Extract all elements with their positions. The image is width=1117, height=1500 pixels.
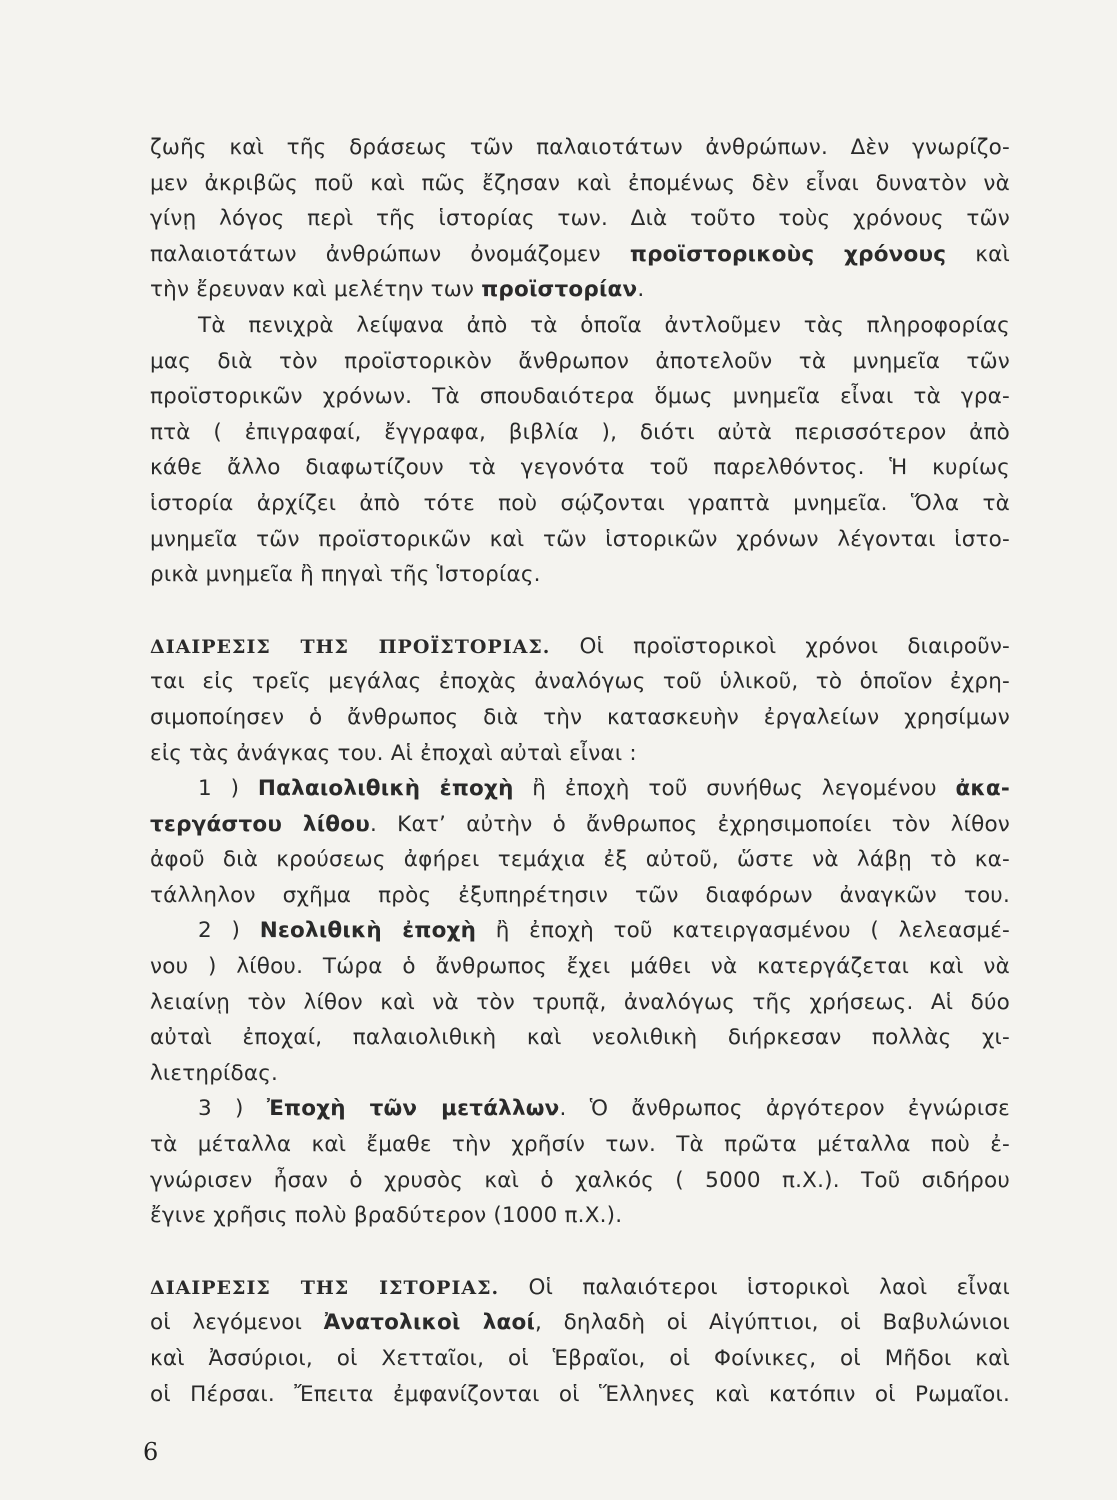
- text-span: παλαιοτάτων ἀνθρώπων ὀνομάζομεν: [150, 241, 630, 267]
- section-heading-history: ΔΙΑΙΡΕΣΙΣ ΤΗΣ ΙΣΤΟΡΙΑΣ.: [150, 1276, 500, 1299]
- text-span: ἢ ἐποχὴ τοῦ κατειργασμένου ( λελεασμέ-: [476, 918, 1010, 944]
- text-line: σιμοποίησεν ὁ ἄνθρωπος διὰ τὴν κατασκευὴν ἐργαλείων χρησίμων: [150, 704, 1010, 730]
- text-line: [150, 807, 1010, 843]
- text-span: .: [637, 277, 645, 303]
- text-span: Οἱ παλαιότεροι ἱστορικοὶ λαοὶ εἶναι: [499, 1274, 1010, 1300]
- text-line: ἱστορία ἀρχίζει ἀπὸ τότε ποὺ σῴζονται γραπτὰ μνημεῖα. Ὅλα τὰ: [150, 490, 1010, 516]
- list-number: 1 ): [198, 776, 258, 802]
- term-paleolithic: Παλαιολιθικὴ ἐποχὴ: [257, 776, 514, 802]
- text-span: οἱ λεγόμενοι: [150, 1310, 324, 1336]
- text-span: καὶ: [946, 241, 1010, 267]
- text-span: , δηλαδὴ οἱ Αἰγύπτιοι, οἱ Βαβυλώνιοι: [535, 1310, 1010, 1336]
- text-line: τὰ μέταλλα καὶ ἔμαθε τὴν χρῆσίν των. Τὰ πρῶτα μέταλλα ποὺ ἐ-: [150, 1132, 1010, 1158]
- text-line: αὐταὶ ἐποχαί, παλαιολιθικὴ καὶ νεολιθικὴ διήρκεσαν πολλὰς χι-: [150, 1025, 1010, 1051]
- paragraph-gap: [150, 1234, 1010, 1270]
- text-line: μνημεῖα τῶν προϊστορικῶν καὶ τῶν ἱστορικῶν χρόνων λέγονται ἱστο-: [150, 526, 1010, 552]
- text-line: [150, 913, 1010, 949]
- text-line: [150, 629, 1010, 665]
- page-number: 6: [143, 1438, 159, 1466]
- term-neolithic: Νεολιθικὴ ἐποχὴ: [259, 918, 477, 944]
- text-line: γνώρισεν ἦσαν ὁ χρυσὸς καὶ ὁ χαλκός ( 5000 π.Χ.). Τοῦ σιδήρου: [150, 1167, 1010, 1193]
- section-heading-prehistory: ΔΙΑΙΡΕΣΙΣ ΤΗΣ ΠΡΟΪΣΤΟΡΙΑΣ.: [150, 635, 551, 658]
- text-span: ἢ ἐποχὴ τοῦ συνήθως λεγομένου: [513, 776, 956, 802]
- term-prehistory: προϊστορίαν: [481, 277, 638, 303]
- term-prehistoric-times: προϊστορικοὺς χρόνους: [629, 241, 947, 267]
- text-line: λιετηρίδας.: [150, 1060, 279, 1086]
- text-line: ται εἰς τρεῖς μεγάλας ἐποχὰς ἀναλόγως τοῦ ὑλικοῦ, τὸ ὁποῖον ἐχρη-: [150, 669, 1010, 695]
- text-line: γίνῃ λόγος περὶ τῆς ἱστορίας των. Διὰ τοῦτο τοὺς χρόνους τῶν: [150, 206, 1010, 232]
- body-text: [150, 130, 1010, 1412]
- term-eastern-peoples: Ἀνατολικοὶ λαοί: [323, 1310, 536, 1336]
- text-line: Τὰ πενιχρὰ λείψανα ἀπὸ τὰ ὁποῖα ἀντλοῦμεν τὰς πληροφορίας: [198, 312, 1010, 338]
- text-line: [150, 1270, 1010, 1306]
- text-line: [150, 771, 1010, 807]
- list-number: 2 ): [198, 918, 260, 944]
- text-line: εἰς τὰς ἀνάγκας του. Αἱ ἐποχαὶ αὐταὶ εἶναι :: [150, 740, 637, 766]
- paragraph-gap: [150, 593, 1010, 629]
- text-span: Οἱ προϊστορικοὶ χρόνοι διαιροῦν-: [550, 633, 1011, 659]
- text-span: . Ὁ ἄνθρωπος ἀργότερον ἐγνώρισε: [559, 1096, 1011, 1122]
- text-line: ἔγινε χρῆσις πολὺ βραδύτερον (1000 π.Χ.).: [150, 1203, 623, 1229]
- text-line: ἀφοῦ διὰ κρούσεως ἀφήρει τεμάχια ἐξ αὐτοῦ, ὥστε νὰ λάβῃ τὸ κα-: [150, 847, 1010, 873]
- text-line: λειαίνῃ τὸν λίθον καὶ νὰ τὸν τρυπᾷ, ἀναλόγως τῆς χρήσεως. Αἱ δύο: [150, 989, 1010, 1015]
- text-span: . Κατ’ αὐτὴν ὁ ἄνθρωπος ἐχρησιμοποίει τὸν λίθον: [369, 811, 1011, 837]
- text-line: ζωῆς καὶ τῆς δράσεως τῶν παλαιοτάτων ἀνθρώπων. Δὲν γνωρίζο-: [150, 135, 1010, 160]
- text-line: κάθε ἄλλο διαφωτίζουν τὰ γεγονότα τοῦ παρελθόντος. Ἡ κυρίως: [150, 455, 1010, 481]
- text-line: μας διὰ τὸν προϊστορικὸν ἄνθρωπον ἀποτελοῦν τὰ μνημεῖα τῶν: [150, 348, 1010, 374]
- text-line: προϊστορικῶν χρόνων. Τὰ σπουδαιότερα ὅμως μνημεῖα εἶναι τὰ γρα-: [150, 384, 1010, 410]
- list-number: 3 ): [198, 1096, 267, 1122]
- text-line: [150, 1091, 1010, 1127]
- text-span: τὴν ἔρευναν καὶ μελέτην των: [150, 277, 482, 303]
- text-line: [150, 237, 1010, 273]
- term-unworked-stone-cont: τεργάστου λίθου: [150, 811, 370, 837]
- text-line: [150, 272, 1010, 308]
- text-line: νου ) λίθου. Τώρα ὁ ἄνθρωπος ἔχει μάθει νὰ κατεργάζεται καὶ νὰ: [150, 954, 1010, 980]
- text-line: [150, 1305, 1010, 1341]
- term-unworked-stone: ἀκα-: [955, 776, 1010, 802]
- text-line: τάλληλον σχῆμα πρὸς ἐξυπηρέτησιν τῶν διαφόρων ἀναγκῶν του.: [150, 882, 1010, 908]
- text-line: οἱ Πέρσαι. Ἔπειτα ἐμφανίζονται οἱ Ἕλληνες καὶ κατόπιν οἱ Ρωμαῖοι.: [150, 1381, 1010, 1407]
- text-line: μεν ἀκριβῶς ποῦ καὶ πῶς ἔζησαν καὶ ἐπομένως δὲν εἶναι δυνατὸν νὰ: [150, 170, 1010, 196]
- text-line: ρικὰ μνημεῖα ἢ πηγαὶ τῆς Ἱστορίας.: [150, 562, 541, 588]
- text-line: πτὰ ( ἐπιγραφαί, ἔγγραφα, βιβλία ), διότι αὐτὰ περισσότερον ἀπὸ: [150, 419, 1010, 445]
- text-line: καὶ Ἀσσύριοι, οἱ Χετταῖοι, οἱ Ἑβραῖοι, οἱ Φοίνικες, οἱ Μῆδοι καὶ: [150, 1346, 1010, 1371]
- term-metal-age: Ἐποχὴ τῶν μετάλλων: [266, 1096, 560, 1122]
